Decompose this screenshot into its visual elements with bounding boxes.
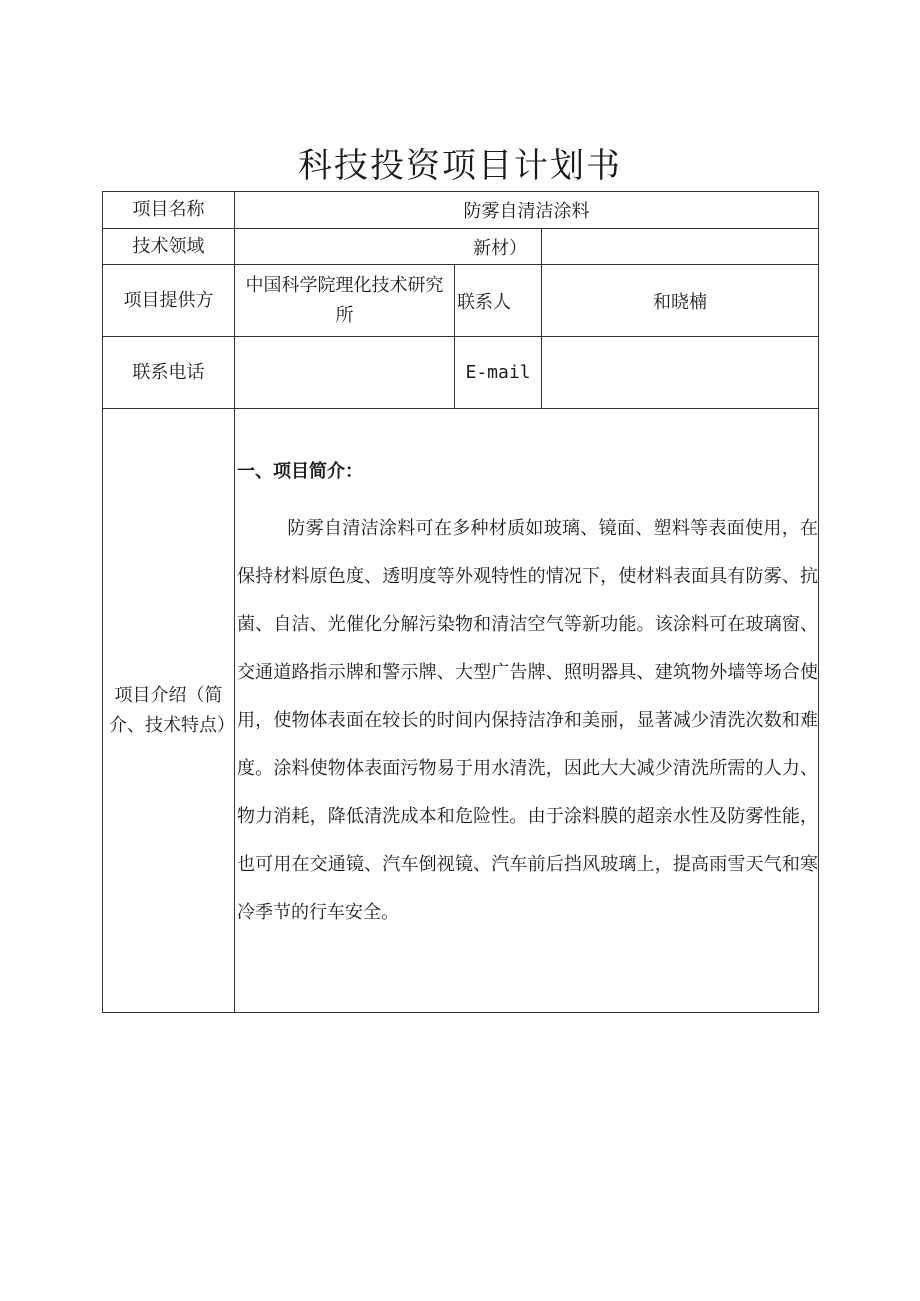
phone-label: 联系电话 xyxy=(103,337,235,409)
contact-label: 联系人 xyxy=(455,265,542,337)
intro-label: 项目介绍（简介、技术特点） xyxy=(103,409,235,1013)
row-provider xyxy=(103,265,819,337)
email-value xyxy=(542,337,819,409)
tech-field-extra-cell xyxy=(542,229,819,265)
intro-content xyxy=(235,409,819,1013)
row-phone xyxy=(103,337,819,409)
project-name-label: 项目名称 xyxy=(103,192,235,229)
tech-field-label: 技术领域 xyxy=(103,229,235,265)
email-label: E-mail xyxy=(455,337,542,409)
provider-label: 项目提供方 xyxy=(103,265,235,337)
tech-field-value: 新材） xyxy=(235,229,542,265)
row-project-name xyxy=(103,192,819,229)
contact-value: 和晓楠 xyxy=(542,265,819,337)
row-tech-field xyxy=(103,229,819,265)
project-info-table xyxy=(102,191,819,1013)
intro-body: 防雾自清洁涂料可在多种材质如玻璃、镜面、塑料等表面使用，在保持材料原色度、透明度等外观特性的情况下，使材料表面具有防雾、抗菌、自洁、光催化分解污染物和清洁空气等新功能。该涂料可在玻璃窗、交通道路指示牌和警示牌、大型广告牌、照明器具、建筑物外墙等场合使用，使物体表面在较长的时间内保持洁净和美丽，显著减少清洗次数和难度。涂料使物体表面污物易于用水清洗，因此大大减少清洗所需的人力、物力消耗，降低清洗成本和危险性。由于涂料膜的超亲水性及防雾性能，也可用在交通镜、汽车倒视镜、汽车前后挡风玻璃上，提高雨雪天气和寒冷季节的行车安全。 xyxy=(237,518,819,923)
phone-value xyxy=(235,337,455,409)
document-title: 科技投资项目计划书 xyxy=(298,146,622,186)
intro-heading: 一、项目简介： xyxy=(237,461,363,482)
provider-value: 中国科学院理化技术研究所 xyxy=(235,265,455,337)
project-name-value: 防雾自清洁涂料 xyxy=(235,192,819,229)
row-intro xyxy=(103,409,819,1013)
